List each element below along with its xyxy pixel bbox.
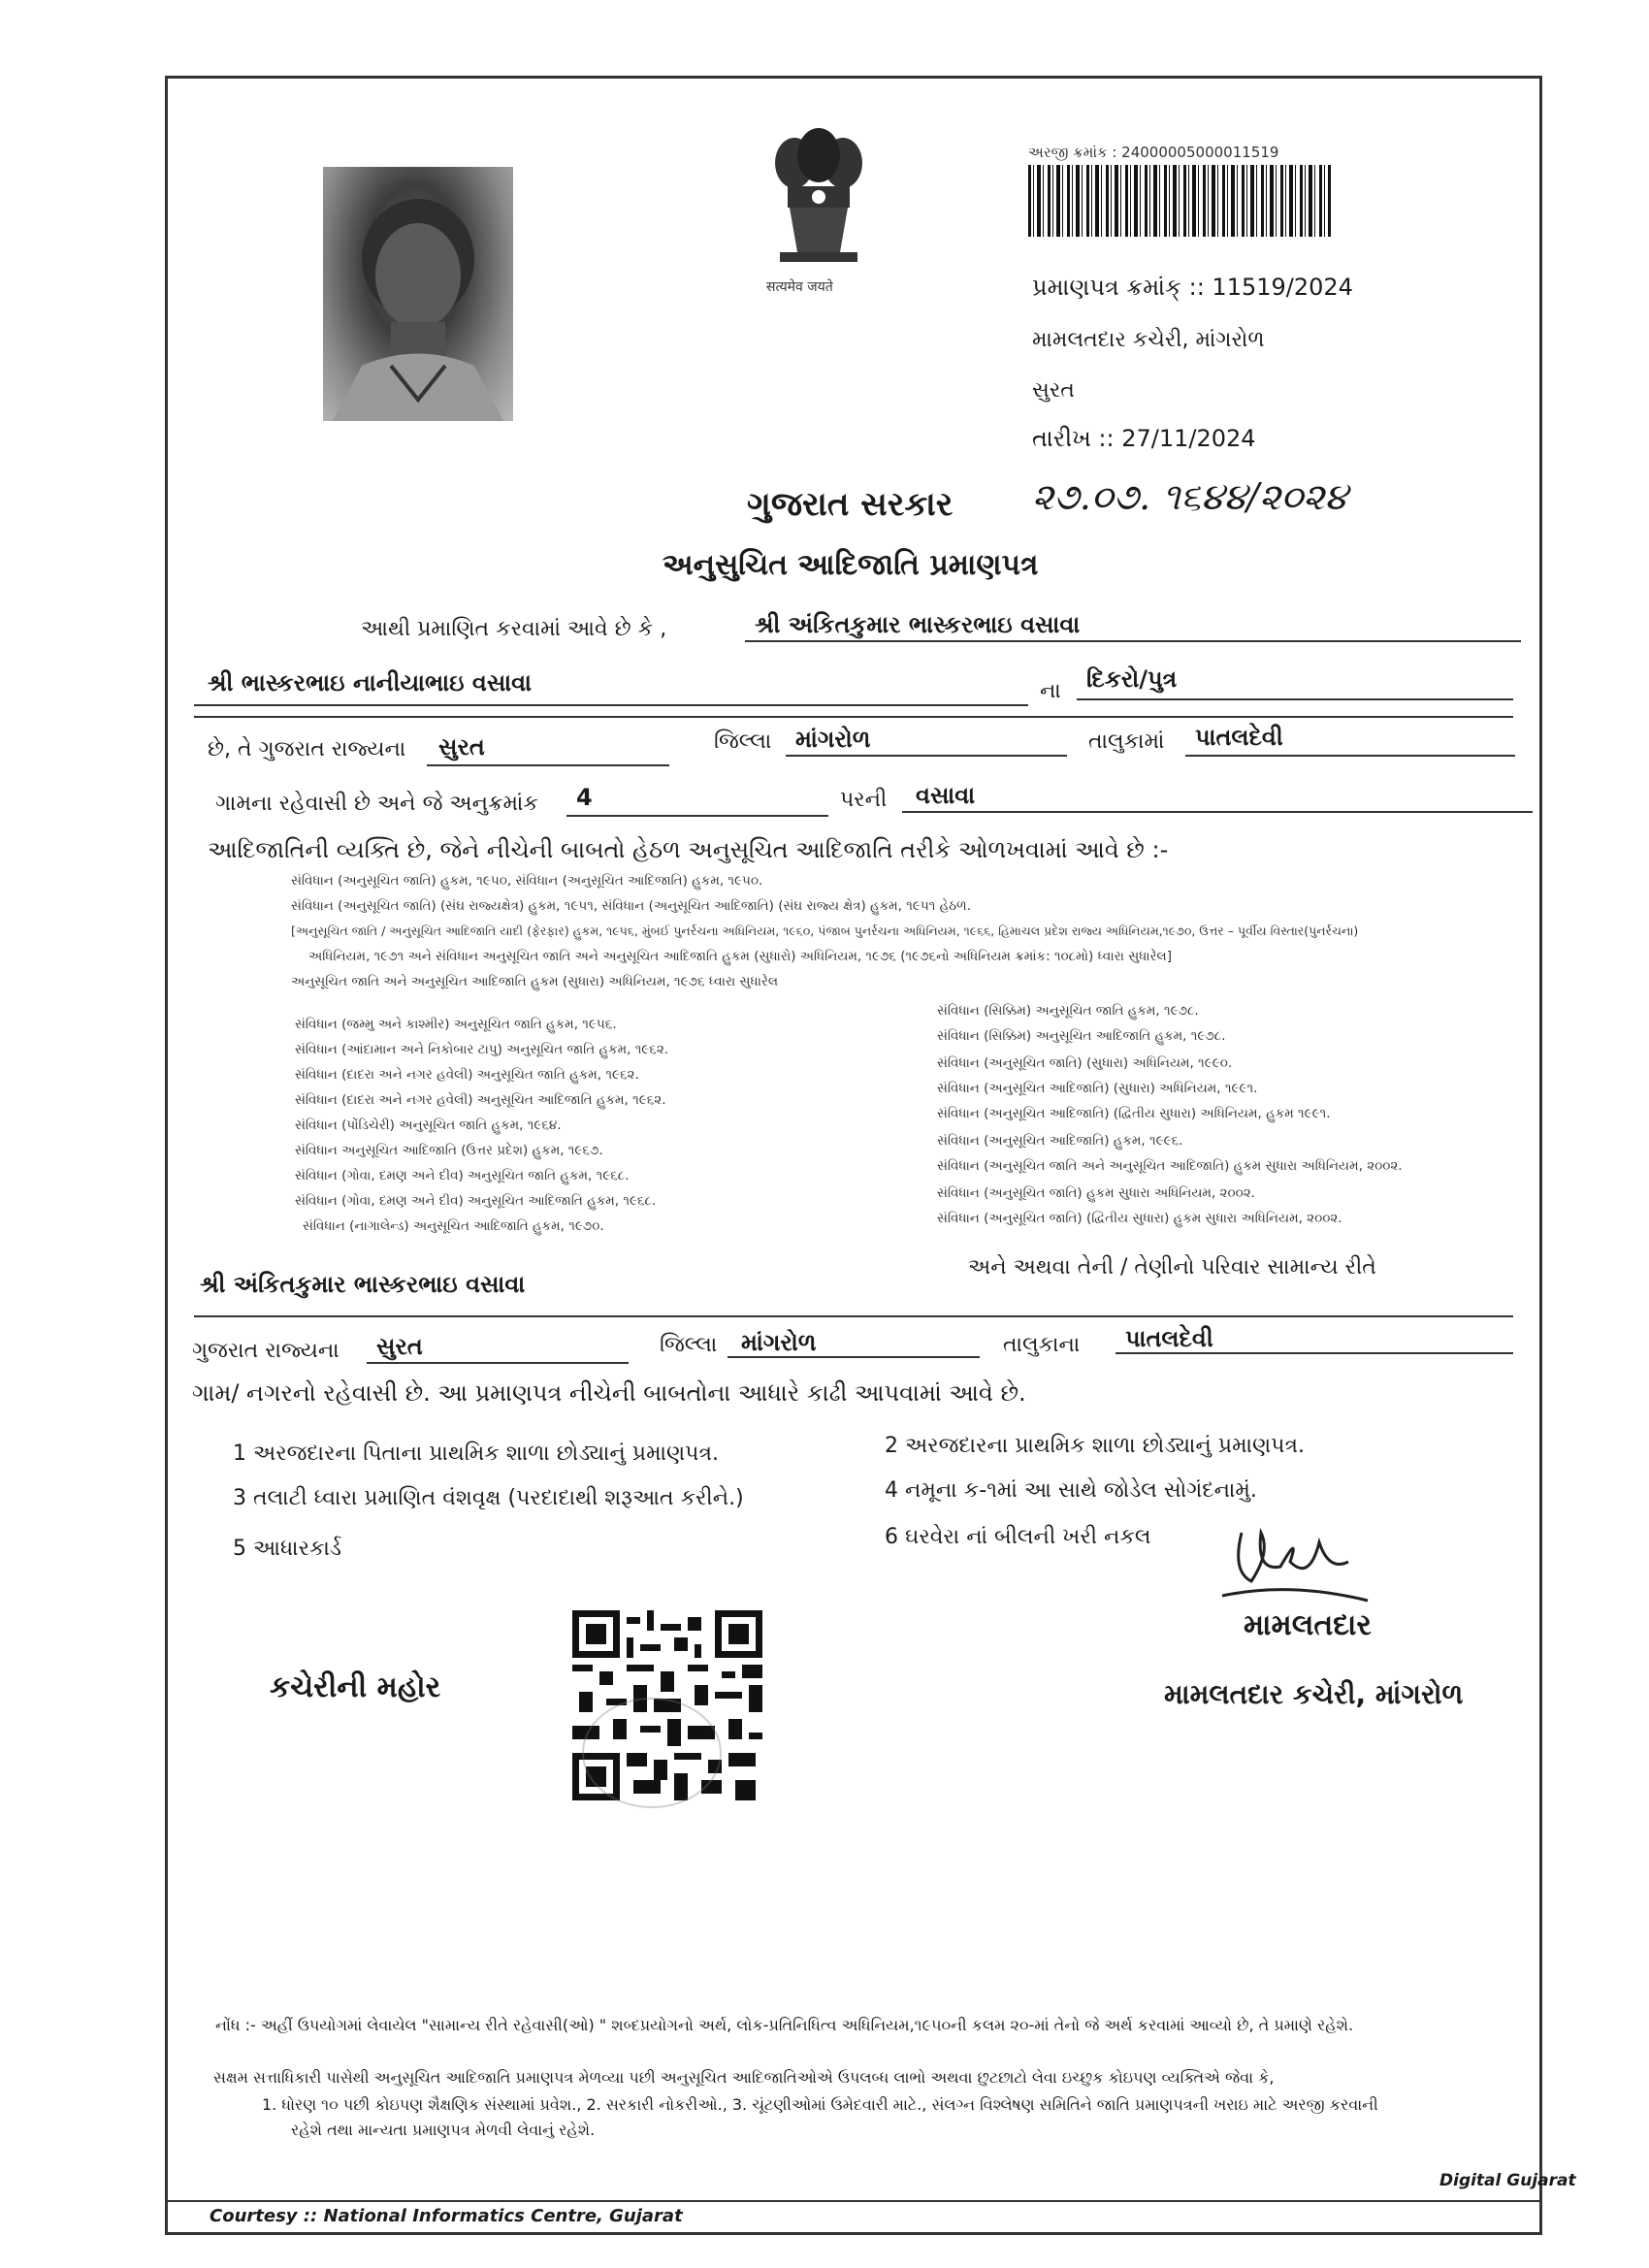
order-right-8: સંવિધાન (અનુસૂચિત જાતિ) હુકમ સુધારા અધિનિયમ, ૨૦૦૨. <box>937 1185 1255 1201</box>
order-right-7: સંવિધાન (અનુસૂચિત જાતિ અને અનુસૂચિત આદિજાતિ) હુકમ સુધારા અધિનિયમ, ૨૦૦૨. <box>937 1158 1403 1174</box>
underline <box>1116 1352 1513 1354</box>
residence-taluka: માંગરોળ <box>741 1329 817 1356</box>
notice-line-3: રહેશે તથા માન્યતા પ્રમાણપત્ર મેળવી લેવાનું રહેશે. <box>291 2121 596 2139</box>
issuing-office: મામલતદાર કચેરી, માંગરોળ <box>1032 328 1265 352</box>
applicant-name: શ્રી અંકિતકુમાર ભાસ્કરભાઇ વસાવા <box>755 611 1081 638</box>
courtesy-label: Courtesy :: National Informatics Centre, Gujarat <box>210 2206 683 2226</box>
village-value: પાતલદેવી <box>1195 724 1283 751</box>
district-value: સુરત <box>438 733 485 761</box>
order-left-9: સંવિધાન (નાગાલેન્ડ) અનુસૂચિત આદિજાતિ હુકમ, ૧૯૭૦. <box>303 1218 604 1234</box>
applicant-photo <box>323 167 513 421</box>
district-label: જિલ્લા <box>714 729 772 754</box>
divider <box>194 1315 1513 1317</box>
application-number: અરજી ક્રમાંક : 24000005000011519 <box>1028 144 1279 161</box>
document-5: 5 આધારકાર્ડ <box>233 1537 341 1561</box>
village-prefix: ગામના રહેવાસી છે અને જે અનુક્રમાંક <box>215 792 538 816</box>
order-right-5: સંવિધાન (અનુસૂચિત આદિજાતિ) (દ્વિતીય સુધારા) અધિનિયમ, હુકમ ૧૯૯૧. <box>937 1106 1331 1121</box>
order-left-4: સંવિધાન (દાદરા અને નગર હવેલી) અનુસૂચિત આદિજાતિ હુકમ, ૧૯૬૨. <box>295 1092 666 1108</box>
family-text: અને અથવા તેની / તેણીનો પરિવાર સામાન્ય રીતે <box>968 1255 1376 1280</box>
document-3: 3 તલાટી ધ્વારા પ્રમાણિત વંશવૃક્ષ (પરદાદાથી શરૂઆત કરીને.) <box>233 1486 744 1510</box>
notice-line-1: સક્ષમ સત્તાધિકારી પાસેથી અનુસૂચિત આદિજાતિ પ્રમાણપત્ર મેળવ્યા પછી અનુસૂચિત આદિજાતિઓએ ઉપલબ્ધ લાભો અથવા છુટછાટો લેવા ઇચ્છુક કોઇપણ વ્યક્તિએ જેવા કે, <box>213 2068 1275 2087</box>
residence-name: શ્રી અંકિતકુમાર ભાસ્કરભાઇ વસાવા <box>200 1271 526 1298</box>
basis-text: ગામ/ નગરનો રહેવાસી છે. આ પ્રમાણપત્ર નીચેની બાબતોના આધારે કાઢી આપવામાં આવે છે. <box>192 1379 1026 1407</box>
certificate-title: અનુસુચિત આદિજાતિ પ્રમાણપત્ર <box>663 548 1039 582</box>
residence-village: પાતલદેવી <box>1125 1325 1213 1352</box>
barcode <box>1028 165 1331 237</box>
issuing-district: સુરત <box>1032 378 1075 403</box>
office-seal-label: કચેરીની મહોર <box>270 1670 441 1704</box>
underline <box>728 1356 980 1358</box>
handwritten-reference: ૨૭.૦૭. ૧૬૪૪/૨૦૨૪ <box>1032 475 1348 518</box>
residence-taluka-label: તાલુકાના <box>1003 1333 1081 1357</box>
underline <box>566 815 828 817</box>
underline <box>786 755 1067 757</box>
order-left-5: સંવિધાન (પોંડિચેરી) અનુસૂચિત જાતિ હુકમ, ૧૯૬૪. <box>295 1118 562 1133</box>
underline <box>367 1362 629 1364</box>
footer-divider <box>167 2200 1540 2202</box>
emblem-motto: सत्यमेव जयते <box>766 279 833 295</box>
father-name: શ્રી ભાસ્કરભાઇ નાનીયાભાઇ વસાવા <box>208 669 532 697</box>
document-4: 4 નમૂના ક-૧માં આ સાથે જોડેલ સોગંદનામું. <box>885 1478 1257 1503</box>
document-1: 1 અરજદારના પિતાના પ્રાથમિક શાળા છોડ્યાનું પ્રમાણપત્ર. <box>233 1442 719 1466</box>
order-top-5: અનુસૂચિત જાતિ અને અનુસૂચિત આદિજાતિ હુકમ (સુધારા) અધિનિયમ, ૧૯૭૬ ધ્વારા સુધારેલ <box>291 974 779 989</box>
residence-district-label: જિલ્લા <box>660 1333 718 1357</box>
order-left-7: સંવિધાન (ગોવા, દમણ અને દીવ) અનુસૂચિત જાતિ હુકમ, ૧૯૬૮. <box>295 1168 630 1183</box>
order-left-1: સંવિધાન (જમ્મુ અને કાશ્મીર) અનુસૂચિત જાતિ હુકમ, ૧૯૫૬. <box>295 1017 617 1032</box>
order-top-3: [અનુસૂચિત જાતિ / અનુસૂચિત આદિજાતિ યાદી (ફેરફાર) હુકમ, ૧૯૫૬, મુંબઈ પુનર્રચના અધિનિયમ, ૧૯૬૦, પંજાબ પુનર્રચના અધિનિયમ, ૧૯૬૬, હિમાચલ પ્રદેશ રાજ્ય અધિનિયમ,૧૯૭૦, ઉત્તર – પૂર્વીય વિસ્તાર(પુનર્રચના) <box>291 923 1359 938</box>
order-top-1: સંવિધાન (અનુસૂચિત જાતિ) હુકમ, ૧૯૫૦, સંવિધાન (અનુસૂચિત આદિજાતિ) હુકમ, ૧૯૫૦. <box>291 873 763 889</box>
notice-line-2: 1. ધોરણ ૧૦ પછી કોઇપણ શૈક્ષણિક સંસ્થામાં પ્રવેશ., 2. સરકારી નોકરીઓ., 3. ચૂંટણીઓમાં ઉમેદવારી માટે., સંલગ્ન વિશ્લેષણ સમિતિને જાતિ પ્રમાણપત્રની ખરાઇ માટે અરજી કરવાની <box>262 2095 1378 2114</box>
office-stamp <box>582 1698 722 1808</box>
na-label: ના <box>1040 679 1061 703</box>
digital-gujarat-label: Digital Gujarat <box>1439 2171 1576 2190</box>
order-left-3: સંવિધાન (દાદરા અને નગર હવેલી) અનુસૂચિત જાતિ હુકમ, ૧૯૬૨. <box>295 1067 639 1083</box>
order-right-3: સંવિધાન (અનુસૂચિત જાતિ) (સુધારા) અધિનિયમ, ૧૯૯૦. <box>937 1055 1233 1071</box>
signature <box>1203 1513 1377 1610</box>
order-right-4: સંવિધાન (અનુસૂચિત આદિજાતિ) (સુધારા) અધિનિયમ, ૧૯૯૧. <box>937 1081 1258 1096</box>
underline <box>1077 698 1513 700</box>
serial-value: 4 <box>576 784 593 811</box>
certify-prefix: આથી પ્રમાણિત કરવામાં આવે છે કે , <box>361 617 667 641</box>
taluka-label: તાલુકામાં <box>1088 729 1165 754</box>
divider <box>194 716 1513 718</box>
order-right-2: સંવિધાન (સિક્કિમ) અનુસૂચિત આદિજાતિ હુકમ, ૧૯૭૮. <box>937 1028 1226 1044</box>
document-2: 2 અરજદારના પ્રાથમિક શાળા છોડ્યાનું પ્રમાણપત્ર. <box>885 1434 1305 1458</box>
residence-state-prefix: ગુજરાત રાજ્યના <box>192 1339 340 1363</box>
underline <box>427 764 669 766</box>
underline <box>745 640 1521 642</box>
underline <box>902 811 1533 813</box>
order-top-4: અધિનિયમ, ૧૯૭૧ અને સંવિધાન અનુસૂચિત જાતિ અને અનુસૂચિત આદિજાતિ હુકમ (સુધારો) અધિનિયમ, ૧૯૭૬ (૧૯૭૬નો અધિનિયમ ક્રમાંક: ૧૦૮મો) ધ્વારા સુધારેલ] <box>308 949 1172 964</box>
tribe-statement: આદિજાતિની વ્યક્તિ છે, જેને નીચેની બાબતો હેઠળ અનુસૂચિત આદિજાતિ તરીકે ઓળખવામાં આવે છે :- <box>208 836 1169 863</box>
government-title: ગુજરાત સરકાર <box>747 485 954 524</box>
tribe-value: વસાવા <box>916 782 976 809</box>
note: નોંધ :- અહીં ઉપયોગમાં લેવાયેલ "સામાન્ય રીતે રહેવાસી(ઓ) " શબ્દપ્રયોગનો અર્થ, લોક-પ્રતિનિધિત્વ અધિનિયમ,૧૯૫૦ની કલમ ૨૦-માં તેનો જે અર્થ કરવામાં આવ્યો છે, તે પ્રમાણે રહેશે. <box>215 2016 1354 2034</box>
order-right-9: સંવિધાન (અનુસૂચિત જાતિ) (દ્વિતીય સુધારા) હુકમ સુધારા અધિનિયમ, ૨૦૦૨. <box>937 1211 1342 1226</box>
signatory-office: મામલતદાર કચેરી, માંગરોળ <box>1164 1678 1464 1710</box>
order-right-1: સંવિધાન (સિક્કિમ) અનુસૂચિત જાતિ હુકમ, ૧૯૭૮. <box>937 1003 1199 1019</box>
state-prefix: છે, તે ગુજરાત રાજ્યના <box>208 737 406 761</box>
national-emblem-icon <box>760 124 877 291</box>
certificate-number: પ્રમાણપત્ર ક્રમાંક્ :: 11519/2024 <box>1032 274 1353 301</box>
underline <box>194 704 1028 706</box>
order-left-8: સંવિધાન (ગોવા, દમણ અને દીવ) અનુસૂચિત આદિજાતિ હુકમ, ૧૯૬૮. <box>295 1193 657 1209</box>
signatory-title: મામલતદાર <box>1244 1608 1372 1642</box>
order-top-2: સંવિધાન (અનુસૂચિત જાતિ) (સંઘ રાજ્યક્ષેત્ર) હુકમ, ૧૯૫૧, સંવિધાન (અનુસૂચિત આદિજાતિ) (સંઘ રાજ્ય ક્ષેત્ર) હુકમ, ૧૯૫૧ હેઠળ. <box>291 898 971 914</box>
relation-value: દિકરો/પુત્ર <box>1086 665 1178 693</box>
issue-date: તારીખ :: 27/11/2024 <box>1032 425 1256 452</box>
document-6: 6 ઘરવેરા નાં બીલની ખરી નકલ <box>885 1525 1151 1549</box>
order-right-6: સંવિધાન (અનુસૂચિત આદિજાતિ) હુકમ, ૧૯૯૬. <box>937 1133 1183 1149</box>
taluka-value: માંગરોળ <box>795 726 871 753</box>
residence-district: સુરત <box>376 1333 423 1360</box>
order-left-6: સંવિધાન અનુસૂચિત આદિજાતિ (ઉત્તર પ્રદેશ) હુકમ, ૧૯૬૭. <box>295 1143 603 1158</box>
order-left-2: સંવિધાન (આંદામાન અને નિકોબાર ટાપુ) અનુસૂચિત જાતિ હુકમ, ૧૯૬૨. <box>295 1042 669 1057</box>
upon-label: પરની <box>840 788 888 812</box>
underline <box>1185 755 1515 757</box>
